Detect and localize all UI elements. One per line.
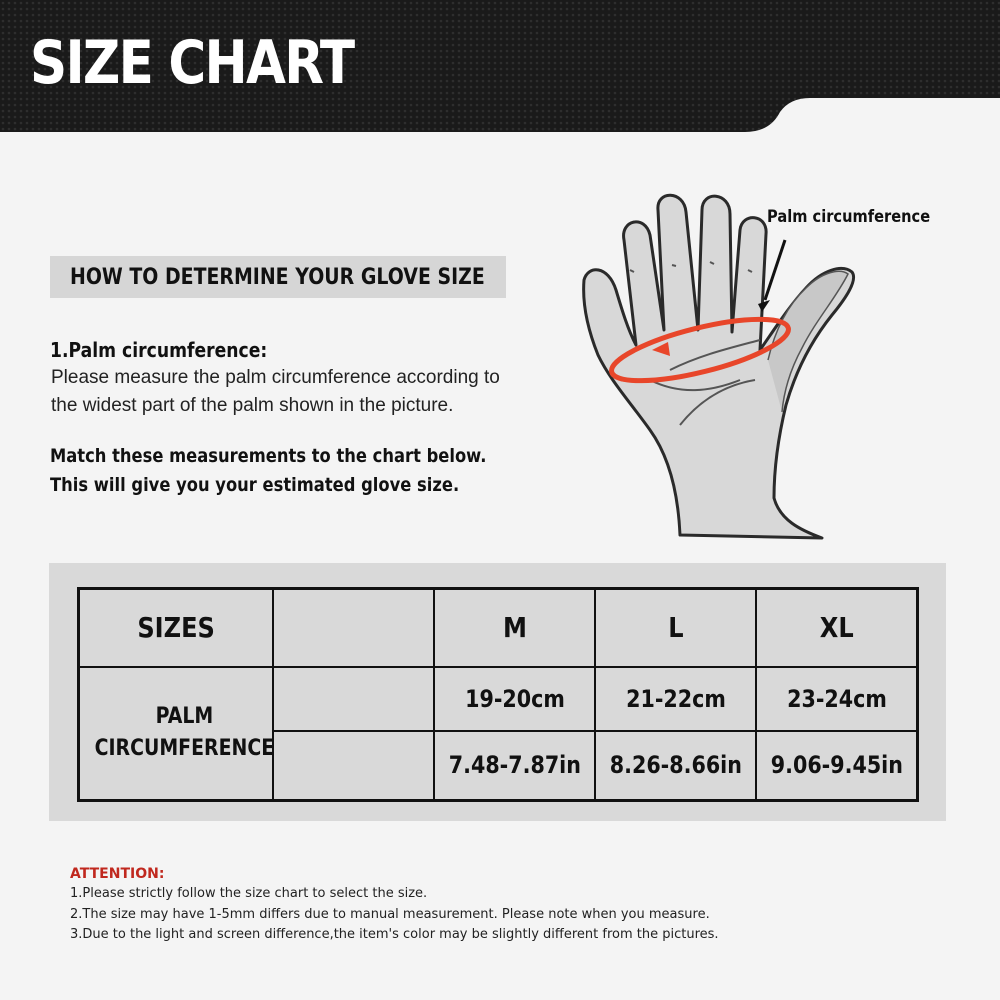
cm-value-xl: 23-24cm: [756, 667, 917, 731]
step-line: Please measure the palm circumference according to: [51, 367, 500, 388]
how-to-heading: HOW TO DETERMINE YOUR GLOVE SIZE: [70, 265, 485, 290]
blank-header: [273, 589, 434, 667]
note-item: 3.Due to the light and screen difference,the item's color may be slightly different from the pictures.: [70, 927, 719, 942]
palm-circumference-row-label: PALM CIRCUMFERENCE: [79, 667, 273, 801]
header-banner: [0, 0, 1000, 135]
how-to-heading-box: [50, 256, 506, 298]
note-item: 1.Please strictly follow the size chart to select the size.: [70, 886, 428, 901]
step-line: the widest part of the palm shown in the picture.: [51, 395, 454, 416]
cm-value-l: 21-22cm: [595, 667, 756, 731]
sizes-header: SIZES: [79, 589, 273, 667]
cm-value-m: 19-20cm: [434, 667, 595, 731]
blank-cell: [273, 731, 434, 801]
attention-notes: [70, 884, 719, 946]
palm-circumference-label: Palm circumference: [767, 207, 931, 227]
blank-cell: [273, 667, 434, 731]
hand-palm-icon: [560, 180, 880, 550]
match-line: This will give you your estimated glove size.: [50, 474, 460, 496]
note-item: 2.The size may have 1-5mm differs due to manual measurement. Please note when you measure.: [70, 906, 710, 922]
in-value-l: 8.26-8.66in: [595, 731, 756, 801]
in-value-m: 7.48-7.87in: [434, 731, 595, 801]
attention-label: ATTENTION:: [70, 866, 165, 882]
step-description: [51, 364, 551, 420]
match-instructions: [50, 442, 486, 500]
size-column-l: L: [595, 589, 756, 667]
size-column-m: M: [434, 589, 595, 667]
step-title: 1.Palm circumference:: [50, 338, 268, 362]
in-value-xl: 9.06-9.45in: [756, 731, 917, 801]
size-table: [77, 587, 919, 802]
match-line: Match these measurements to the chart below.: [50, 445, 487, 467]
size-column-xl: XL: [756, 589, 917, 667]
page-title: SIZE CHART: [30, 28, 354, 98]
